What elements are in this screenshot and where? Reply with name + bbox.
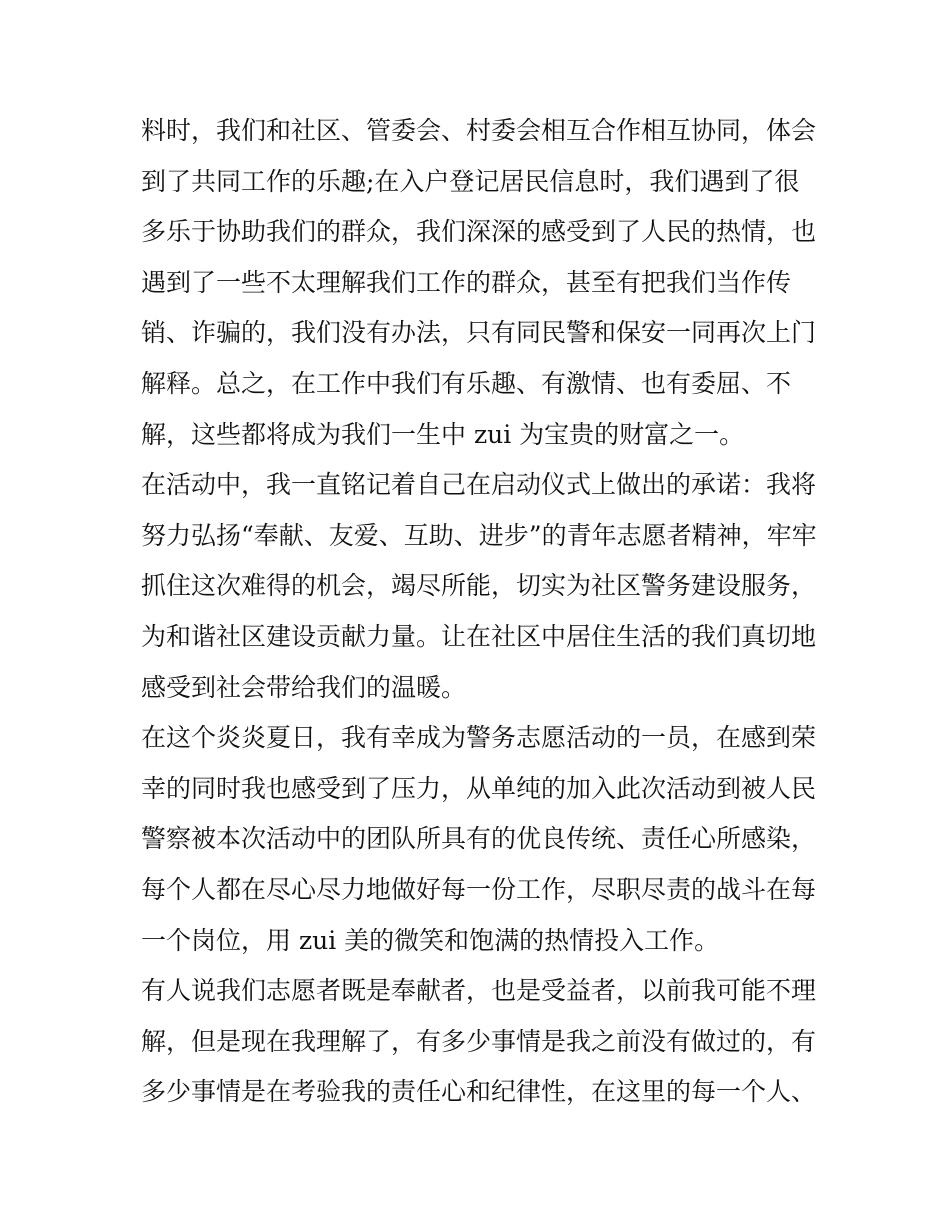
text-line: 努力弘扬“奉献、友爱、互助、进步”的青年志愿者精神，牢牢	[141, 520, 817, 550]
text-line: 多乐于协助我们的群众，我们深深的感受到了人民的热情，也	[141, 217, 817, 247]
text-line: 解释。总之，在工作中我们有乐趣、有激情、也有委屈、不	[141, 368, 792, 398]
text-line: 抓住这次难得的机会，竭尽所能，切实为社区警务建设服务，	[141, 571, 817, 601]
text-line: 有人说我们志愿者既是奉献者，也是受益者，以前我可能不理	[141, 976, 817, 1006]
text-line: 在这个炎炎夏日，我有幸成为警务志愿活动的一员，在感到荣	[141, 723, 817, 753]
text-line: 一个岗位，用 zui 美的微笑和饱满的热情投入工作。	[141, 925, 720, 955]
text-line: 料时，我们和社区、管委会、村委会相互合作相互协同，体会	[141, 116, 817, 145]
text-line: 在活动中，我一直铭记着自己在启动仪式上做出的承诺：我将	[141, 470, 817, 500]
text-line: 感受到社会带给我们的温暖。	[141, 672, 467, 702]
text-line: 幸的同时我也感受到了压力，从单纯的加入此次活动到被人民	[141, 773, 817, 803]
text-line: 多少事情是在考验我的责任心和纪律性，在这里的每一个人、	[141, 1077, 817, 1107]
text-line: 每个人都在尽心尽力地做好每一份工作，尽职尽责的战斗在每	[141, 874, 817, 904]
text-line: 为和谐社区建设贡献力量。让在社区中居住生活的我们真切地	[141, 621, 817, 651]
text-line: 销、诈骗的，我们没有办法，只有同民警和保安一同再次上门	[141, 318, 817, 348]
text-line: 解，这些都将成为我们一生中 zui 为宝贵的财富之一。	[141, 419, 745, 449]
text-line: 警察被本次活动中的团队所具有的优良传统、责任心所感染，	[141, 824, 817, 854]
body-text	[141, 106, 821, 1118]
text-line: 到了共同工作的乐趣;在入户登记居民信息时，我们遇到了很	[141, 166, 800, 196]
text-line: 解，但是现在我理解了，有多少事情是我之前没有做过的，有	[141, 1026, 817, 1056]
text-line: 遇到了一些不太理解我们工作的群众，甚至有把我们当作传	[141, 267, 792, 297]
